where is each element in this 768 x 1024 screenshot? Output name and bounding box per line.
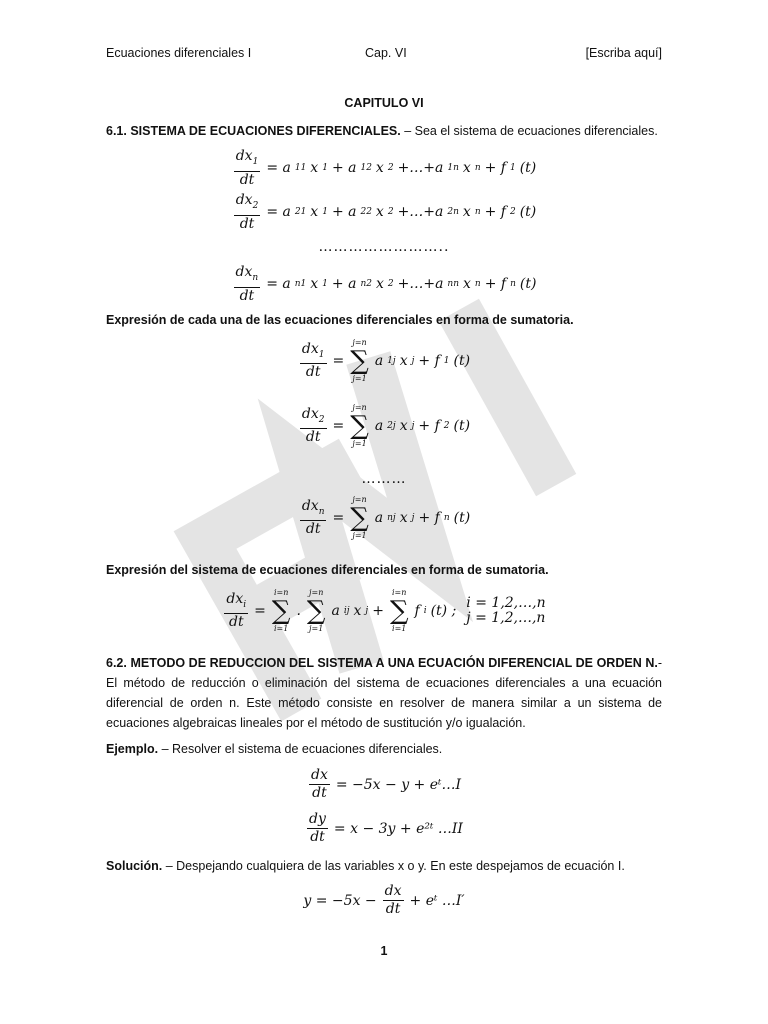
equation-2: $\frac{dx_2}{dt}$ = a 21 x 1 + a 22 x 2 +…+a 2n x n + f 2 (t) <box>235 192 537 232</box>
example-label: Ejemplo. <box>106 742 159 756</box>
section1-intro <box>106 121 662 141</box>
header-left: Ecuaciones diferenciales I <box>106 46 252 60</box>
sum-equation-2: $\frac{dx_2}{dt}$ = j=n ∑ j=1 a 2j x j + f 2 (t) <box>301 403 471 448</box>
section1-heading: 6.1. SISTEMA DE ECUACIONES DIFERENCIALES. <box>106 124 401 138</box>
chapter-title: CAPITULO VI <box>344 96 424 110</box>
solution-label: Solución. <box>106 859 163 873</box>
equation-n: $\frac{dx_n}{dt}$ = a n1 x 1 + a n2 x 2 +…+a nn x n + f n (t) <box>235 264 537 304</box>
header-center: Cap. VI <box>365 46 407 60</box>
example-equation-2: $\frac{dy}{dt}$ = x − 3y + e²ᵗ …II <box>309 811 463 845</box>
section1-intro-text: – Sea el sistema de ecuaciones diferenciales. <box>400 124 658 138</box>
section2-body: -El método de reducción o eliminación del sistema de ecuaciones diferenciales a una ecuación diferencial de orden n. Este método consiste en resolver de manera similar a un sistema de ecuaciones algebraicas lineales por el método de sustitución y/o igualación. <box>106 656 662 730</box>
section2-heading: 6.2. METODO DE REDUCCION DEL SISTEMA A UNA ECUACIÓN DIFERENCIAL DE ORDEN N. <box>106 656 658 670</box>
section2-paragraph <box>106 653 662 733</box>
summation-caption: Expresión de cada una de las ecuaciones diferenciales en forma de sumatoria. <box>106 313 574 327</box>
example-line <box>106 739 662 759</box>
system-caption: Expresión del sistema de ecuaciones diferenciales en forma de sumatoria. <box>106 563 549 577</box>
solution-line <box>106 856 662 876</box>
header-right: [Escriba aquí] <box>585 46 662 60</box>
sum-equation-n: $\frac{dx_n}{dt}$ = j=n ∑ j=1 a nj x j + f n (t) <box>301 495 471 540</box>
solution-equation: y = −5x − $\frac{dx}{dt}$ + eᵗ …I′ <box>303 883 465 917</box>
equation-dots: …………………….. <box>318 239 450 255</box>
example-text: – Resolver el sistema de ecuaciones diferenciales. <box>158 742 443 756</box>
example-equation-1: $\frac{dx}{dt}$ = −5x − y + eᵗ…I <box>310 767 461 801</box>
solution-text: – Despejando cualquiera de las variables x o y. En este despejamos de ecuación I. <box>162 859 625 873</box>
system-sum-equation: $\frac{dx_i}{dt}$ = i=n ∑ i=1 . j=n ∑ j=1 a ij x j + i=n ∑ i=1 f i (t) ; i = 1,2,…,n j = 1,2,…,n <box>226 588 546 633</box>
sum-equation-dots: ……… <box>361 471 407 487</box>
sum-equation-1: $\frac{dx_1}{dt}$ = j=n ∑ j=1 a 1j x j + f 1 (t) <box>301 338 471 383</box>
equation-1: $\frac{dx_1}{dt}$ = a 11 x 1 + a 12 x 2 +…+a 1n x n + f 1 (t) <box>235 148 537 188</box>
page-number: 1 <box>380 944 388 958</box>
